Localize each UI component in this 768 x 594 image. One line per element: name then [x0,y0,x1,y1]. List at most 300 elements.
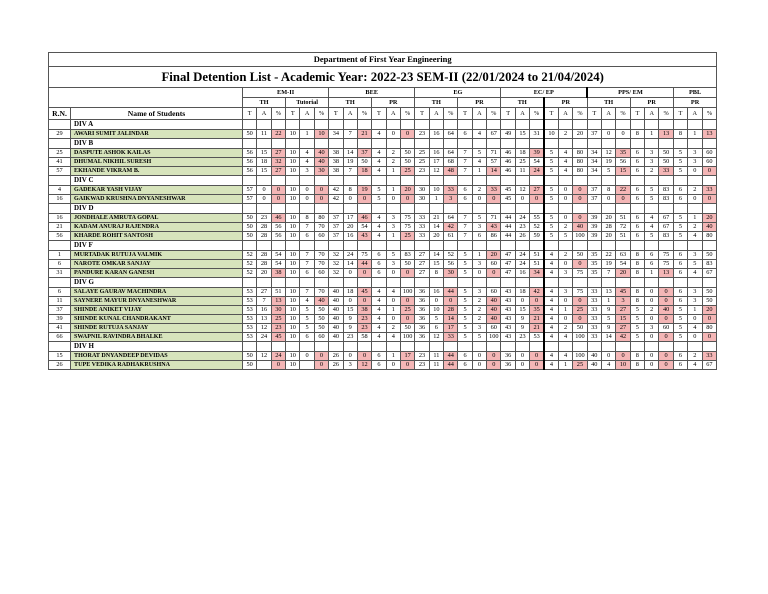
division-filler [314,120,328,130]
attendance-cell: 33 [415,214,429,223]
attendance-cell: 0 [573,195,587,204]
attendance-cell: 43 [501,306,515,315]
attendance-cell: 1 [558,306,572,315]
division-filler [286,139,300,149]
attendance-cell: 33 [659,167,673,176]
attendance-cell: 8 [630,352,644,361]
attendance-cell: 4 [544,269,558,278]
attendance-cell: 8 [343,186,357,195]
attendance-cell: 0 [314,361,328,370]
attendance-cell: 5 [673,315,687,324]
component-header: PR [458,98,501,108]
division-filler [558,241,572,251]
division-filler [243,204,257,214]
division-filler [357,241,371,251]
attendance-cell: 44 [444,361,458,370]
subject-header: PPS/ EM [587,88,673,98]
attendance-cell: 3 [688,149,702,158]
attendance-cell: 47 [501,260,515,269]
attendance-cell: 38 [357,306,371,315]
division-filler [616,204,630,214]
attendance-cell: 48 [444,167,458,176]
division-filler [386,120,400,130]
division-filler [573,278,587,288]
attendance-cell: 10 [286,251,300,260]
division-filler [300,120,314,130]
attendance-cell: 15 [515,130,529,139]
division-filler [702,139,717,149]
division-filler [688,120,702,130]
attendance-cell: 34 [587,149,601,158]
attendance-cell: 50 [314,324,328,333]
attendance-cell: 10 [286,297,300,306]
attendance-cell: 36 [501,361,515,370]
attendance-cell: 33 [587,315,601,324]
attendance-cell: 40 [329,288,343,297]
division-filler [415,176,429,186]
attendance-cell: 10 [616,361,630,370]
attendance-cell: 5 [372,195,386,204]
attendance-cell: 80 [573,149,587,158]
division-filler [659,139,673,149]
attendance-cell: 37 [587,195,601,204]
attendance-cell: 71 [487,149,501,158]
division-filler [515,342,529,352]
division-blank [49,120,71,130]
attendance-cell: 0 [515,361,529,370]
attendance-cell: 30 [444,269,458,278]
division-filler [630,204,644,214]
attendance-cell: 0 [659,297,673,306]
column-label-t: T [458,108,472,120]
attendance-cell: 3 [616,297,630,306]
attendance-cell: 46 [501,158,515,167]
attendance-cell: 4 [544,361,558,370]
division-filler [673,204,687,214]
attendance-cell: 6 [673,288,687,297]
component-header: TH [243,98,286,108]
attendance-cell: 20 [343,223,357,232]
subject-header: EM-II [243,88,329,98]
division-filler [616,139,630,149]
attendance-cell: 3 [300,167,314,176]
roll-number: 15 [49,352,71,361]
attendance-cell: 20 [257,269,271,278]
attendance-cell: 18 [515,288,529,297]
attendance-cell: 33 [587,333,601,342]
attendance-cell: 53 [243,324,257,333]
attendance-cell: 0 [300,186,314,195]
attendance-cell: 75 [659,260,673,269]
attendance-cell: 10 [286,158,300,167]
division-filler [444,278,458,288]
attendance-cell: 70 [314,288,328,297]
attendance-cell: 8 [630,251,644,260]
attendance-cell: 0 [386,297,400,306]
column-label-t: T [329,108,343,120]
division-filler [314,241,328,251]
attendance-cell: 40 [329,324,343,333]
attendance-cell: 10 [544,130,558,139]
attendance-cell: 7 [458,214,472,223]
division-label: DIV F [71,241,243,251]
attendance-cell [300,361,314,370]
attendance-cell: 5 [472,149,486,158]
attendance-cell: 21 [429,214,443,223]
attendance-cell: 0 [386,315,400,324]
attendance-cell: 45 [501,186,515,195]
attendance-cell: 6 [372,352,386,361]
attendance-cell: 4 [544,297,558,306]
attendance-cell: 27 [257,288,271,297]
attendance-cell: 4 [472,158,486,167]
roll-number: 66 [49,333,71,342]
attendance-cell: 7 [300,223,314,232]
attendance-cell: 8 [300,214,314,223]
attendance-cell: 75 [400,214,414,223]
division-filler [558,176,572,186]
attendance-cell: 60 [487,260,501,269]
division-filler [314,139,328,149]
attendance-cell: 40 [573,223,587,232]
attendance-cell: 6 [673,352,687,361]
attendance-cell: 5 [544,149,558,158]
student-row [49,260,717,269]
attendance-cell: 32 [329,260,343,269]
attendance-cell: 4 [544,251,558,260]
attendance-cell: 5 [645,186,659,195]
attendance-cell: 1 [472,251,486,260]
division-blank [49,241,71,251]
subject-header-row [49,88,717,98]
division-filler [587,120,601,130]
attendance-cell: 6 [630,186,644,195]
attendance-cell: 83 [659,232,673,241]
attendance-cell: 21 [530,315,544,324]
attendance-cell: 17 [400,352,414,361]
attendance-cell: 0 [645,352,659,361]
division-filler [458,204,472,214]
attendance-cell: 14 [429,251,443,260]
attendance-cell: 37 [329,232,343,241]
roll-number: 31 [49,269,71,278]
division-blank [49,278,71,288]
column-label-pct: % [616,108,630,120]
division-filler [386,278,400,288]
attendance-cell: 5 [544,223,558,232]
attendance-cell: 5 [472,214,486,223]
attendance-cell: 12 [257,352,271,361]
attendance-cell: 5 [645,232,659,241]
attendance-cell: 5 [688,260,702,269]
attendance-cell: 20 [429,232,443,241]
column-label-pct: % [659,108,673,120]
attendance-cell: 5 [458,315,472,324]
division-filler [343,241,357,251]
division-filler [530,204,544,214]
division-filler [688,176,702,186]
attendance-cell: 40 [329,306,343,315]
attendance-cell: 3 [472,260,486,269]
division-filler [673,176,687,186]
attendance-cell: 3 [386,260,400,269]
division-filler [659,241,673,251]
attendance-cell: 40 [487,306,501,315]
attendance-cell: 4 [372,167,386,176]
attendance-cell: 13 [601,288,615,297]
division-filler [329,120,343,130]
attendance-cell: 5 [472,333,486,342]
attendance-cell: 8 [630,260,644,269]
roll-number: 41 [49,158,71,167]
attendance-cell: 25 [515,158,529,167]
division-filler [487,120,501,130]
column-label-pct: % [573,108,587,120]
attendance-cell: 4 [544,315,558,324]
division-filler [472,204,486,214]
division-filler [515,204,529,214]
attendance-cell: 0 [616,352,630,361]
roll-number: 6 [49,288,71,297]
attendance-cell: 70 [314,223,328,232]
attendance-cell: 34 [530,269,544,278]
division-filler [558,139,572,149]
division-filler [400,204,414,214]
attendance-cell: 49 [501,130,515,139]
attendance-cell: 0 [357,195,371,204]
division-filler [702,176,717,186]
attendance-cell: 25 [573,306,587,315]
attendance-cell: 0 [573,260,587,269]
blank-corner [49,88,243,108]
division-filler [558,120,572,130]
attendance-cell: 10 [286,306,300,315]
attendance-cell: 8 [630,361,644,370]
division-filler [257,176,271,186]
attendance-cell: 0 [616,130,630,139]
attendance-cell: 37 [329,214,343,223]
division-filler [458,176,472,186]
division-filler [314,278,328,288]
division-filler [271,204,285,214]
division-filler [415,204,429,214]
attendance-cell: 7 [458,149,472,158]
attendance-cell: 47 [501,251,515,260]
attendance-cell: 5 [544,186,558,195]
attendance-cell: 10 [286,315,300,324]
attendance-cell: 40 [329,297,343,306]
attendance-cell: 5 [429,315,443,324]
roll-number: 29 [49,130,71,139]
attendance-cell: 27 [616,306,630,315]
attendance-cell: 6 [300,333,314,342]
attendance-cell: 0 [472,352,486,361]
attendance-cell: 47 [501,269,515,278]
attendance-cell: 36 [415,315,429,324]
division-filler [429,241,443,251]
attendance-cell: 56 [616,158,630,167]
attendance-cell: 10 [286,186,300,195]
attendance-cell: 75 [400,223,414,232]
attendance-cell: 3 [472,324,486,333]
attendance-cell: 0 [659,361,673,370]
attendance-cell: 50 [702,297,717,306]
attendance-cell: 32 [329,251,343,260]
attendance-cell: 2 [688,352,702,361]
attendance-cell: 23 [415,361,429,370]
attendance-cell: 3 [688,251,702,260]
attendance-cell: 28 [444,306,458,315]
division-filler [444,204,458,214]
division-filler [243,139,257,149]
attendance-cell: 5 [386,251,400,260]
attendance-cell: 6 [630,232,644,241]
attendance-cell: 16 [257,306,271,315]
column-label-pct: % [271,108,285,120]
division-filler [415,342,429,352]
student-name: TUPE VEDIKA RADHAKRUSHNA [71,361,243,370]
division-filler [343,278,357,288]
column-label-pct: % [314,108,328,120]
division-filler [630,139,644,149]
attendance-cell: 11 [429,352,443,361]
division-filler [429,120,443,130]
attendance-cell: 4 [688,232,702,241]
column-label-pct: % [487,108,501,120]
attendance-cell: 6 [673,186,687,195]
division-filler [343,120,357,130]
division-filler [458,342,472,352]
division-filler [587,204,601,214]
attendance-cell: 13 [271,297,285,306]
division-filler [286,120,300,130]
attendance-cell: 60 [702,158,717,167]
division-filler [400,241,414,251]
division-filler [616,278,630,288]
attendance-cell: 0 [400,269,414,278]
division-filler [458,241,472,251]
student-name: SALAYE GAURAV MACHINDRA [71,288,243,297]
attendance-cell: 0 [601,130,615,139]
attendance-cell: 36 [415,333,429,342]
attendance-cell: 4 [544,306,558,315]
division-filler [587,176,601,186]
attendance-cell: 6 [645,251,659,260]
student-row [49,306,717,315]
attendance-cell: 30 [314,167,328,176]
attendance-cell: 52 [444,251,458,260]
attendance-cell: 4 [558,149,572,158]
attendance-cell: 50 [400,324,414,333]
attendance-cell: 8 [630,288,644,297]
attendance-cell: 1 [688,130,702,139]
division-row [49,176,717,186]
division-filler [429,176,443,186]
student-name: DHUMAL NIKHIL SURESH [71,158,243,167]
division-filler [659,342,673,352]
attendance-cell: 28 [257,223,271,232]
attendance-cell: 44 [444,288,458,297]
attendance-cell: 58 [357,333,371,342]
attendance-cell: 100 [400,288,414,297]
attendance-cell: 50 [243,223,257,232]
attendance-cell: 38 [271,269,285,278]
attendance-cell: 6 [673,269,687,278]
division-filler [329,241,343,251]
subject-header: BEE [329,88,415,98]
subject-header: EG [415,88,501,98]
attendance-cell: 0 [573,297,587,306]
attendance-cell: 0 [444,297,458,306]
attendance-cell: 25 [415,158,429,167]
division-filler [271,139,285,149]
attendance-cell: 80 [702,324,717,333]
attendance-cell: 40 [487,297,501,306]
attendance-cell: 0 [645,315,659,324]
attendance-cell: 6 [458,352,472,361]
attendance-cell: 27 [271,149,285,158]
attendance-cell: 43 [501,333,515,342]
division-filler [515,176,529,186]
attendance-cell: 5 [601,315,615,324]
division-filler [271,278,285,288]
attendance-cell: 39 [587,214,601,223]
division-filler [444,342,458,352]
division-filler [616,176,630,186]
attendance-cell: 12 [257,324,271,333]
attendance-cell: 3 [558,288,572,297]
attendance-cell: 56 [243,167,257,176]
attendance-cell: 0 [271,361,285,370]
attendance-cell: 5 [630,324,644,333]
attendance-cell: 30 [271,306,285,315]
division-filler [630,120,644,130]
student-row [49,315,717,324]
division-filler [472,120,486,130]
attendance-cell: 0 [487,269,501,278]
attendance-cell: 10 [286,361,300,370]
attendance-cell: 43 [501,288,515,297]
component-header: TH [329,98,372,108]
attendance-cell: 3 [645,149,659,158]
division-filler [645,241,659,251]
attendance-cell: 5 [458,260,472,269]
division-filler [501,176,515,186]
division-filler [286,204,300,214]
student-name: EKHANDE VIKRAM B. [71,167,243,176]
student-row [49,324,717,333]
attendance-cell: 40 [329,315,343,324]
division-filler [601,204,615,214]
attendance-cell: 5 [673,214,687,223]
attendance-cell: 14 [444,315,458,324]
attendance-cell: 15 [257,149,271,158]
attendance-cell: 27 [616,324,630,333]
attendance-cell: 4 [372,232,386,241]
roll-number: 25 [49,149,71,158]
attendance-cell: 4 [300,297,314,306]
division-filler [616,241,630,251]
division-filler [257,120,271,130]
attendance-cell: 6 [673,297,687,306]
attendance-cell: 60 [487,288,501,297]
attendance-cell: 35 [616,149,630,158]
component-header: PR [630,98,673,108]
attendance-cell: 0 [530,195,544,204]
attendance-cell: 16 [515,269,529,278]
division-filler [515,278,529,288]
attendance-cell: 1 [386,167,400,176]
